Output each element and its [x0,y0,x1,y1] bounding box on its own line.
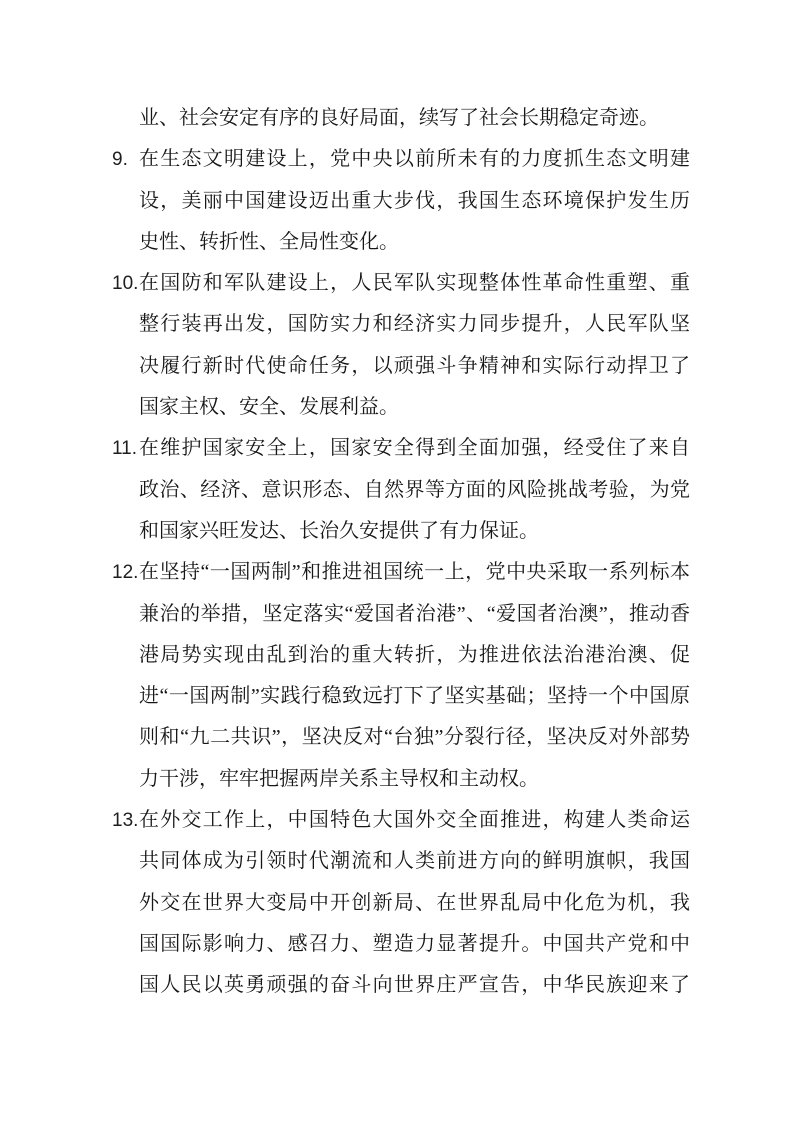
list-item [139,98,690,139]
text-line: 国家主权、安全、发展利益。 [139,396,399,419]
list-item-number: 10. [112,273,139,295]
text-line: 史性、转折性、全局性变化。 [139,230,399,253]
list-item [112,800,690,1006]
text-line: 整行装再出发，国防实力和经济实力同步提升，人民军队坚 [139,313,690,336]
text-line: 政治、经济、意识形态、自然界等方面的风险挑战考验，为党 [139,478,690,501]
list-item [112,552,690,800]
text-line: 则和“九二共识”，坚决反对“台独”分裂行径，坚决反对外部势 [139,726,690,749]
list-item-number: 12. [112,562,139,584]
list-item [112,263,690,428]
text-line: 业、社会安定有序的良好局面，续写了社会长期稳定奇迹。 [139,107,659,129]
text-line: 和国家兴旺发达、长治久安提供了有力保证。 [139,519,539,542]
text-line: 兼治的举措，坚定落实“爱国者治港”、“爱国者治澳”，推动香 [139,602,690,625]
text-line: 共同体成为引领时代潮流和人类前进方向的鲜明旗帜，我国 [139,850,690,873]
text-line: 港局势实现由乱到治的重大转折，为推进依法治港治澳、促 [139,643,690,666]
text-line: 决履行新时代使命任务，以顽强斗争精神和实际行动捍卫了 [139,354,690,377]
text-line: 国国际影响力、感召力、塑造力显著提升。中国共产党和中 [139,932,690,955]
text-line: 外交在世界大变局中开创新局、在世界乱局中化危为机，我 [139,891,690,914]
text-line: 在坚持“一国两制”和推进祖国统一上，党中央采取一系列标本 [139,561,690,584]
text-line: 进“一国两制”实践行稳致远打下了坚实基础；坚持一个中国原 [139,685,690,708]
text-line: 在维护国家安全上，国家安全得到全面加强，经受住了来自 [139,437,690,460]
list-item-number: 13. [112,810,139,832]
list-item [112,139,690,263]
list-item-number: 11. [112,438,138,460]
numbered-list [112,98,690,1007]
text-line: 在生态文明建设上，党中央以前所未有的力度抓生态文明建 [139,148,690,171]
text-line: 力干涉，牢牢把握两岸关系主导权和主动权。 [139,767,539,790]
text-line: 国人民以英勇顽强的奋斗向世界庄严宣告，中华民族迎来了 [139,974,690,997]
text-line: 在外交工作上，中国特色大国外交全面推进，构建人类命运 [139,809,690,832]
text-line: 设，美丽中国建设迈出重大步伐，我国生态环境保护发生历 [139,189,690,212]
text-line: 在国防和军队建设上，人民军队实现整体性革命性重塑、重 [139,272,690,295]
list-item-number: 9. [112,149,128,171]
list-item [112,428,690,552]
